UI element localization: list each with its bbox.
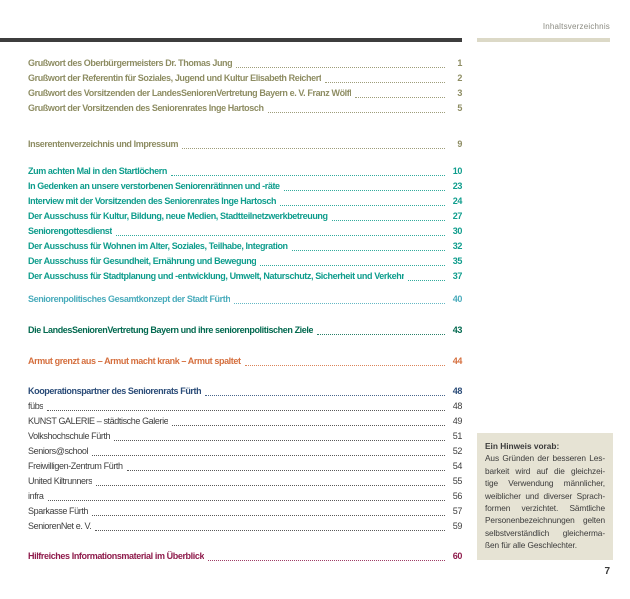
toc-entry xyxy=(28,429,462,444)
toc-entry-page: 23 xyxy=(452,181,462,191)
toc-entry-label: Freiwilligen-Zentrum Fürth xyxy=(28,461,123,471)
toc-group xyxy=(28,399,462,534)
toc-entry-label: Der Ausschuss für Gesundheit, Ernährung und Bewegung xyxy=(28,256,257,266)
toc xyxy=(28,56,462,564)
toc-entry-page: 48 xyxy=(452,401,462,411)
toc-entry-page: 40 xyxy=(452,294,462,304)
dotted-leader xyxy=(245,365,445,366)
toc-entry-label: SeniorenNet e. V. xyxy=(28,521,92,531)
hint-line: selbstverständlich gleicherma- xyxy=(485,527,605,538)
dotted-leader xyxy=(236,67,445,68)
toc-entry xyxy=(28,71,462,86)
dotted-leader xyxy=(268,112,445,113)
toc-entry-page: 37 xyxy=(452,271,462,281)
toc-entry-page: 5 xyxy=(457,103,462,113)
toc-entry-label: Armut grenzt aus – Armut macht krank – Armut spaltet xyxy=(28,356,241,366)
toc-entry xyxy=(28,137,462,152)
toc-entry-label: Kooperationspartner des Seniorenrats Fürth xyxy=(28,386,202,396)
toc-entry-page: 56 xyxy=(452,491,462,501)
toc-entry-label: Sparkasse Fürth xyxy=(28,506,89,516)
toc-entry xyxy=(28,474,462,489)
toc-entry-page: 57 xyxy=(452,506,462,516)
dotted-leader xyxy=(92,515,445,516)
dotted-leader xyxy=(96,485,445,486)
toc-entry-label: Der Ausschuss für Stadtplanung und -entwicklung, Umwelt, Naturschutz, Sicherheit und Verkehr xyxy=(28,271,405,281)
toc-group xyxy=(28,323,462,338)
dotted-leader xyxy=(408,280,445,281)
toc-entry xyxy=(28,179,462,194)
dotted-leader xyxy=(292,250,445,251)
toc-entry-page: 32 xyxy=(452,241,462,251)
dotted-leader xyxy=(280,205,445,206)
toc-entry-page: 3 xyxy=(457,88,462,98)
toc-entry-page: 35 xyxy=(452,256,462,266)
hint-line: Personenbezeichnungen gelten xyxy=(485,515,605,526)
toc-entry-page: 59 xyxy=(452,521,462,531)
toc-entry-page: 10 xyxy=(452,166,462,176)
toc-entry xyxy=(28,239,462,254)
toc-entry-page: 49 xyxy=(452,416,462,426)
toc-entry-label: KUNST GALERIE – städtische Galerie xyxy=(28,416,169,426)
toc-group xyxy=(28,354,462,369)
toc-entry-page: 2 xyxy=(457,73,462,83)
toc-entry xyxy=(28,504,462,519)
toc-entry-page: 27 xyxy=(452,211,462,221)
toc-entry-label: Volkshochschule Fürth xyxy=(28,431,111,441)
toc-entry xyxy=(28,444,462,459)
toc-entry-page: 30 xyxy=(452,226,462,236)
toc-group xyxy=(28,384,462,399)
header-rule-light xyxy=(477,38,610,42)
toc-entry xyxy=(28,86,462,101)
toc-entry-page: 48 xyxy=(452,386,462,396)
toc-group xyxy=(28,56,462,116)
dotted-leader xyxy=(127,470,445,471)
hint-body xyxy=(485,452,605,551)
toc-entry xyxy=(28,384,462,399)
toc-group xyxy=(28,164,462,284)
toc-entry-label: Der Ausschuss für Wohnen im Alter, Soziales, Teilhabe, Integration xyxy=(28,241,288,251)
hint-line: ßen für alle Geschlechter. xyxy=(485,540,577,551)
header-label: Inhaltsverzeichnis xyxy=(542,22,610,31)
dotted-leader xyxy=(48,500,445,501)
hint-title: Ein Hinweis vorab: xyxy=(485,441,560,451)
toc-entry-label: Grußwort der Referentin für Soziales, Jugend und Kultur Elisabeth Reichert xyxy=(28,73,322,83)
hint-line: weiblicher und diverser Sprach- xyxy=(485,490,605,501)
dotted-leader xyxy=(355,97,445,98)
dotted-leader xyxy=(260,265,445,266)
dotted-leader xyxy=(284,190,445,191)
toc-entry-label: Grußwort der Vorsitzenden des Seniorenrates Inge Hartosch xyxy=(28,103,264,113)
toc-entry xyxy=(28,224,462,239)
toc-entry-label: Inserentenverzeichnis und Impressum xyxy=(28,139,179,149)
dotted-leader xyxy=(114,440,445,441)
toc-entry-label: Seniorenpolitisches Gesamtkonzept der Stadt Fürth xyxy=(28,294,231,304)
toc-entry-page: 51 xyxy=(452,431,462,441)
toc-entry-page: 52 xyxy=(452,446,462,456)
page-number: 7 xyxy=(604,566,610,577)
toc-entry-label: infra xyxy=(28,491,44,501)
dotted-leader xyxy=(205,395,445,396)
toc-entry xyxy=(28,194,462,209)
toc-entry-label: Grußwort des Oberbürgermeisters Dr. Thomas Jung xyxy=(28,58,233,68)
toc-entry-page: 44 xyxy=(452,356,462,366)
toc-entry-label: Hilfreiches Informationsmaterial im Überblick xyxy=(28,551,205,561)
toc-entry-page: 55 xyxy=(452,476,462,486)
header-rule-dark xyxy=(0,38,462,42)
dotted-leader xyxy=(47,410,445,411)
toc-entry xyxy=(28,101,462,116)
dotted-leader xyxy=(234,303,445,304)
hint-line: tige Verwendung männlicher, xyxy=(485,478,605,489)
toc-entry xyxy=(28,164,462,179)
dotted-leader xyxy=(208,560,445,561)
toc-entry xyxy=(28,549,462,564)
toc-group xyxy=(28,292,462,307)
toc-entry-label: Seniorengottesdienst xyxy=(28,226,113,236)
toc-entry-page: 24 xyxy=(452,196,462,206)
toc-entry xyxy=(28,209,462,224)
hint-box xyxy=(477,433,613,560)
toc-entry xyxy=(28,254,462,269)
toc-entry xyxy=(28,519,462,534)
toc-entry xyxy=(28,489,462,504)
toc-entry xyxy=(28,399,462,414)
toc-entry-label: United Kiltrunners xyxy=(28,476,93,486)
toc-entry xyxy=(28,292,462,307)
toc-entry xyxy=(28,354,462,369)
dotted-leader xyxy=(95,530,445,531)
toc-group xyxy=(28,549,462,564)
toc-entry-label: Zum achten Mal in den Startlöchern xyxy=(28,166,167,176)
toc-entry-label: Der Ausschuss für Kultur, Bildung, neue Medien, Stadtteilnetzwerkbetreuung xyxy=(28,211,328,221)
toc-entry xyxy=(28,323,462,338)
toc-entry xyxy=(28,269,462,284)
toc-entry-label: Grußwort des Vorsitzenden der LandesSeniorenVertretung Bayern e. V. Franz Wölfl xyxy=(28,88,352,98)
hint-line: barkeit wird auf die gleichzei- xyxy=(485,465,605,476)
toc-entry xyxy=(28,414,462,429)
toc-entry-page: 60 xyxy=(452,551,462,561)
toc-entry-page: 9 xyxy=(457,139,462,149)
dotted-leader xyxy=(325,82,445,83)
toc-entry-page: 43 xyxy=(452,325,462,335)
hint-line: Aus Gründen der besseren Les- xyxy=(485,453,605,464)
dotted-leader xyxy=(92,455,445,456)
toc-entry-page: 54 xyxy=(452,461,462,471)
dotted-leader xyxy=(171,175,445,176)
toc-entry xyxy=(28,56,462,71)
dotted-leader xyxy=(116,235,445,236)
toc-entry-label: fübs xyxy=(28,401,44,411)
dotted-leader xyxy=(172,425,445,426)
toc-entry-page: 1 xyxy=(457,58,462,68)
toc-entry xyxy=(28,459,462,474)
toc-entry-label: Interview mit der Vorsitzenden des Seniorenrates Inge Hartosch xyxy=(28,196,277,206)
toc-entry-label: Die LandesSeniorenVertretung Bayern und ihre seniorenpolitischen Ziele xyxy=(28,325,314,335)
toc-entry-label: Seniors@school xyxy=(28,446,89,456)
toc-entry-label: In Gedenken an unsere verstorbenen Seniorenrätinnen und -räte xyxy=(28,181,280,191)
dotted-leader xyxy=(332,220,445,221)
dotted-leader xyxy=(182,148,445,149)
hint-line: formen verzichtet. Sämtliche xyxy=(485,503,605,514)
toc-group xyxy=(28,137,462,152)
dotted-leader xyxy=(317,334,445,335)
